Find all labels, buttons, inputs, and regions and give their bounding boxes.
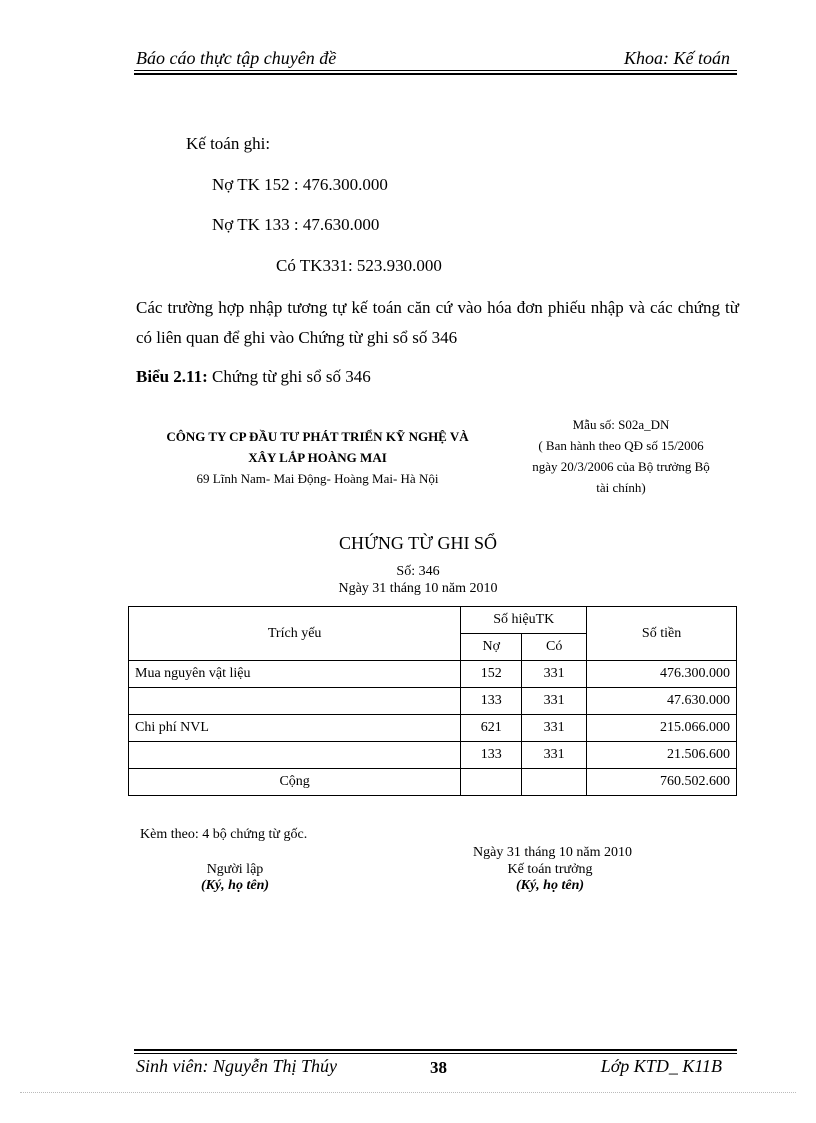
footer-class: Lớp KTD_ K11B xyxy=(600,1056,722,1076)
page-bottom-dotted-line xyxy=(20,1092,796,1093)
entry-line-debit-152: Nợ TK 152 : 476.300.000 xyxy=(212,175,388,194)
cell-total-co xyxy=(522,769,587,796)
company-name-line1: CÔNG TY CP ĐẦU TƯ PHÁT TRIỂN KỸ NGHỆ VÀ xyxy=(166,429,469,444)
page-number: 38 xyxy=(430,1058,447,1077)
cell-co: 331 xyxy=(522,742,587,769)
company-block xyxy=(130,426,505,489)
footer-rule-thin xyxy=(134,1053,737,1054)
form-ministry: tài chính) xyxy=(596,480,646,495)
cell-no: 621 xyxy=(461,715,522,742)
sign-date: Ngày 31 tháng 10 năm 2010 xyxy=(473,845,633,860)
chief-accountant-note: (Ký, họ tên) xyxy=(515,878,585,893)
table-row xyxy=(129,688,737,715)
chief-accountant-block xyxy=(480,862,620,894)
entry-line-credit-331: Có TK331: 523.930.000 xyxy=(276,256,442,275)
chief-accountant-title: Kế toán trưởng xyxy=(507,862,593,877)
cell-total-no xyxy=(461,769,522,796)
company-address: 69 Lĩnh Nam- Mai Động- Hoàng Mai- Hà Nội xyxy=(196,471,439,486)
footer-rule-thick xyxy=(134,1049,737,1051)
form-info-block xyxy=(510,414,732,498)
header-right: Khoa: Kế toán xyxy=(624,48,730,68)
cell-trich-yeu xyxy=(129,742,461,769)
table-header-row xyxy=(129,607,737,634)
header-so-hieu-tk: Số hiệuTK xyxy=(461,607,587,634)
figure-caption xyxy=(136,367,371,387)
preparer-block xyxy=(170,862,300,894)
document-title: CHỨNG TỪ GHI SỔ xyxy=(338,533,498,553)
preparer-note: (Ký, họ tên) xyxy=(200,878,270,893)
form-issued: ( Ban hành theo QĐ số 15/2006 xyxy=(538,438,704,453)
document-number: Số: 346 xyxy=(396,564,440,579)
header-left: Báo cáo thực tập chuyên đề xyxy=(136,48,337,68)
header-so-tien: Số tiền xyxy=(587,607,737,661)
header-rule-thin xyxy=(134,70,737,71)
cell-no: 133 xyxy=(461,688,522,715)
footer-student: Sinh viên: Nguyễn Thị Thúy xyxy=(136,1056,337,1076)
caption-text: Chứng từ ghi sổ số 346 xyxy=(212,367,371,386)
table-total-row xyxy=(129,769,737,796)
cell-trich-yeu: Mua nguyên vật liệu xyxy=(129,661,461,688)
cell-so-tien: 21.506.600 xyxy=(587,742,737,769)
cell-trich-yeu: Chi phí NVL xyxy=(129,715,461,742)
table-row xyxy=(129,742,737,769)
cell-no: 152 xyxy=(461,661,522,688)
cell-total-so-tien: 760.502.600 xyxy=(587,769,737,796)
cell-so-tien: 215.066.000 xyxy=(587,715,737,742)
entry-line-debit-133: Nợ TK 133 : 47.630.000 xyxy=(212,215,380,234)
form-number: Mẫu số: S02a_DN xyxy=(572,417,670,432)
header-no: Nợ xyxy=(461,634,522,661)
cell-co: 331 xyxy=(522,715,587,742)
cell-co: 331 xyxy=(522,661,587,688)
header-co: Có xyxy=(522,634,587,661)
table-row xyxy=(129,661,737,688)
company-name-line2: XÂY LẮP HOÀNG MAI xyxy=(248,450,387,465)
header-rule-thick xyxy=(134,73,737,75)
entry-intro: Kế toán ghi: xyxy=(186,134,271,153)
cell-total-label: Cộng xyxy=(129,769,461,796)
table-row xyxy=(129,715,737,742)
preparer-title: Người lập xyxy=(206,862,264,877)
document-date: Ngày 31 tháng 10 năm 2010 xyxy=(338,581,498,596)
cell-so-tien: 476.300.000 xyxy=(587,661,737,688)
cell-co: 331 xyxy=(522,688,587,715)
header-trich-yeu: Trích yếu xyxy=(129,607,461,661)
form-date: ngày 20/3/2006 của Bộ trưởng Bộ xyxy=(532,459,710,474)
cell-so-tien: 47.630.000 xyxy=(587,688,737,715)
attachments-note: Kèm theo: 4 bộ chứng từ gốc. xyxy=(140,827,308,842)
ledger-table xyxy=(128,606,737,796)
cell-no: 133 xyxy=(461,742,522,769)
caption-label: Biểu 2.11: xyxy=(136,367,208,386)
paragraph: Các trường hợp nhập tương tự kế toán căn cứ vào hóa đơn phiếu nhập và các chứng từ có liên quan để ghi vào Chứng từ ghi sổ số 346 xyxy=(136,298,739,347)
cell-trich-yeu xyxy=(129,688,461,715)
